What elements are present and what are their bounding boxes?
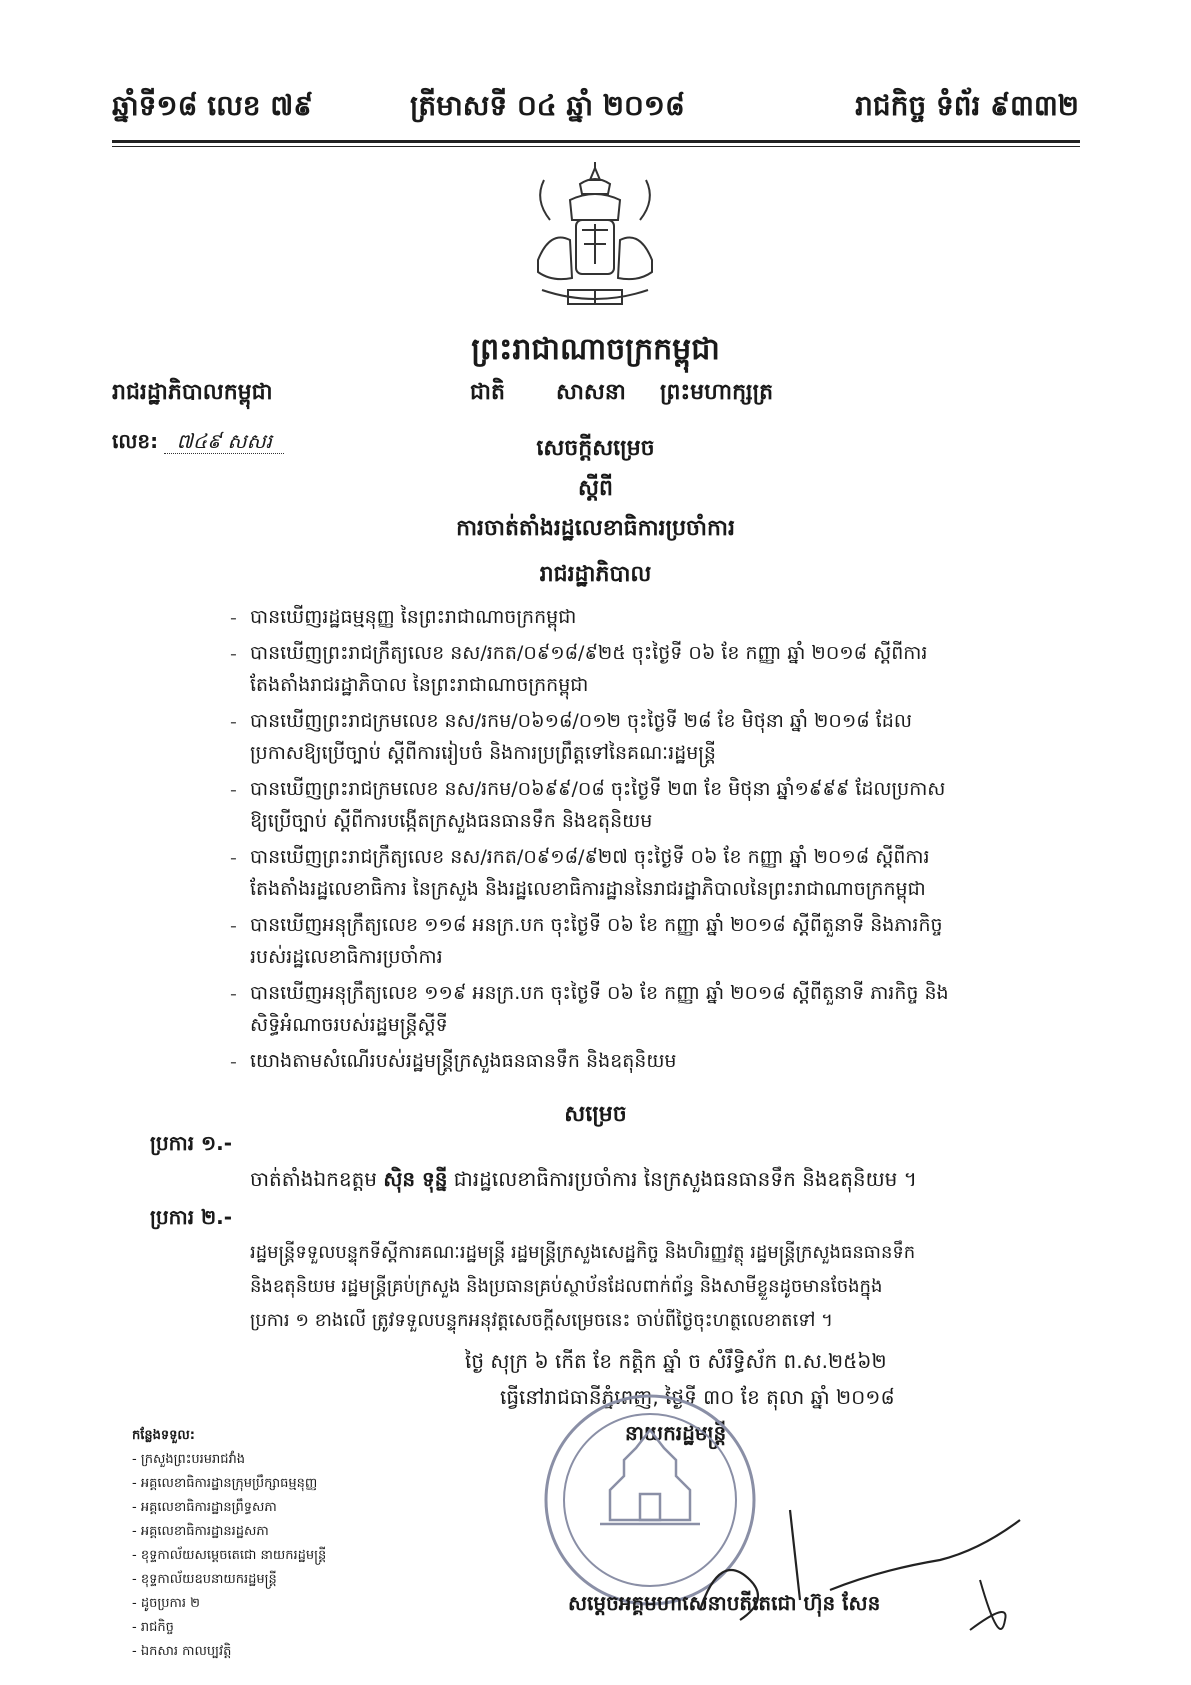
kingdom-name: ព្រះរាជាណាចក្រកម្ពុជា: [471, 332, 720, 367]
solar-date: ធ្វើនៅរាជធានីភ្នំពេញ, ថ្ងៃទី ៣០ ខែ តុលា ឆ្នាំ ២០១៨: [500, 1385, 895, 1409]
decision-about: ស្តីពី: [578, 476, 613, 501]
signatory-name: សម្តេចអគ្គមហាសេនាបតីតេជោ ហ៊ុន សែន: [568, 1591, 881, 1615]
lunar-date: ថ្ងៃ សុក្រ ៦ កើត ខែ កត្តិក ឆ្នាំ ច សំរឹទ្ធិស័ក ព.ស.២៥៦២: [465, 1349, 887, 1373]
article-2-line: និងឧតុនិយម រដ្ឋមន្ត្រីគ្រប់ក្រសួង និងប្រធានគ្រប់ស្ថាប័នដែលពាក់ព័ន្ធ និងសាមីខ្លួនដូចមានចែងក្នុង: [250, 1276, 883, 1297]
preamble-line: តែងតាំងរដ្ឋលេខាធិការ នៃក្រសួង និងរដ្ឋលេខាធិការដ្ឋាននៃរាជរដ្ឋាភិបាលនៃព្រះរាជាណាចក្រកម្ពុជា: [250, 878, 926, 900]
royal-coat-of-arms-icon: [520, 160, 670, 320]
signature-icon: [680, 1450, 1040, 1660]
recipient-item: - ខុទ្ទកាល័យសម្តេចតេជោ នាយករដ្ឋមន្ត្រី: [132, 1548, 327, 1563]
decision-number-value: ៧៤៩ សសរ: [164, 429, 284, 454]
gazette-quarter: ត្រីមាសទី ០៤ ឆ្នាំ ២០១៨: [410, 89, 685, 122]
preamble-line: បានឃើញអនុក្រឹត្យលេខ ១១៨ អនក្រ.បក ចុះថ្ងៃទី ០៦ ខែ កញ្ញា ឆ្នាំ ២០១៨ ស្តីពីតួនាទី និងភារកិច្ច: [250, 914, 943, 936]
recipient-item: - ឯកសារ កាលប្បវត្តិ: [132, 1644, 232, 1659]
preamble-line: តែងតាំងរាជរដ្ឋាភិបាល នៃព្រះរាជាណាចក្រកម្ពុជា: [250, 674, 589, 696]
preamble-line: យោងតាមសំណើរបស់រដ្ឋមន្ត្រីក្រសួងធនធានទឹក និងឧតុនិយម: [250, 1050, 677, 1072]
recipients-title: កន្លែងទទួល:: [132, 1428, 195, 1443]
preamble-line: សិទ្ធិអំណាចរបស់រដ្ឋមន្ត្រីស្តីទី: [250, 1014, 448, 1036]
recipient-item: - អគ្គលេខាធិការដ្ឋានក្រុមប្រឹក្សាធម្មនុញ្ញ: [132, 1476, 318, 1491]
recipient-item: - អគ្គលេខាធិការដ្ឋានរដ្ឋសភា: [132, 1524, 269, 1539]
gazette-issue: ឆ្នាំទី១៨ លេខ ៧៩: [112, 89, 314, 122]
article-2-line: រដ្ឋមន្ត្រីទទួលបន្ទុកទីស្តីការគណៈរដ្ឋមន្ត្រី រដ្ឋមន្ត្រីក្រសួងសេដ្ឋកិច្ច និងហិរញ្ញវត្ថុ រដ្ឋមន្ត្រីក្រសួងធនធានទឹក: [250, 1242, 916, 1263]
preamble-line: របស់រដ្ឋលេខាធិការប្រចាំការ: [250, 946, 443, 968]
appointee-name: ស៊ិន ទុន្នី: [383, 1167, 448, 1191]
preamble-line: បានឃើញព្រះរាជក្រឹត្យលេខ នស/រកត/០៩១៨/៩២៧ ចុះថ្ងៃទី ០៦ ខែ កញ្ញា ឆ្នាំ ២០១៨ ស្តីពីការ: [250, 846, 930, 868]
motto-religion: សាសនា: [556, 380, 626, 405]
preamble-line: បានឃើញព្រះរាជក្រឹត្យលេខ នស/រកត/០៩១៨/៩២៥ ចុះថ្ងៃទី ០៦ ខែ កញ្ញា ឆ្នាំ ២០១៨ ស្តីពីការ: [250, 642, 928, 664]
motto-nation: ជាតិ: [470, 380, 505, 405]
signatory-title: នាយករដ្ឋមន្ត្រី: [625, 1421, 727, 1445]
recipient-item: - ខុទ្ទកាល័យឧបនាយករដ្ឋមន្ត្រី: [132, 1572, 277, 1587]
preamble-line: បានឃើញរដ្ឋធម្មនុញ្ញ នៃព្រះរាជាណាចក្រកម្ពុជា: [250, 606, 577, 628]
decision-subject: ការចាត់តាំងរដ្ឋលេខាធិការប្រចាំការ: [456, 516, 735, 541]
preamble-line: បានឃើញអនុក្រឹត្យលេខ ១១៩ អនក្រ.បក ចុះថ្ងៃទី ០៦ ខែ កញ្ញា ឆ្នាំ ២០១៨ ស្តីពីតួនាទី ភារកិច្ច និង: [250, 982, 949, 1004]
motto-king: ព្រះមហាក្សត្រ: [660, 380, 774, 405]
article-2-line: ប្រការ ១ ខាងលើ ត្រូវទទួលបន្ទុកអនុវត្តសេចក្តីសម្រេចនេះ ចាប់ពីថ្ងៃចុះហត្ថលេខាតទៅ ។: [250, 1310, 834, 1331]
article-1-label: ប្រការ ១.-: [150, 1131, 233, 1155]
header-rule: [112, 140, 1080, 143]
recipient-item: - ក្រសួងព្រះបរមរាជវាំង: [132, 1452, 246, 1467]
decides-heading: សម្រេច: [564, 1102, 627, 1127]
preamble-line: ឱ្យប្រើច្បាប់ ស្តីពីការបង្កើតក្រសួងធនធានទឹក និងឧតុនិយម: [250, 810, 653, 832]
recipient-item: - អគ្គលេខាធិការដ្ឋានព្រឹទ្ធសភា: [132, 1500, 277, 1515]
article-1-text: ចាត់តាំងឯកឧត្តម ស៊ិន ទុន្នី ជារដ្ឋលេខាធិការប្រចាំការ នៃក្រសួងធនធានទឹក និងឧតុនិយម ។: [250, 1167, 917, 1191]
preamble-line: ប្រកាសឱ្យប្រើច្បាប់ ស្តីពីការរៀបចំ និងការប្រព្រឹត្តទៅនៃគណៈរដ្ឋមន្ត្រី: [250, 742, 716, 764]
article-2-label: ប្រការ ២.-: [150, 1205, 233, 1229]
recipient-item: - រាជកិច្ច: [132, 1620, 174, 1635]
preamble-line: បានឃើញព្រះរាជក្រមលេខ នស/រកម/០៦១៨/០១២ ចុះថ្ងៃទី ២៨ ខែ មិថុនា ឆ្នាំ ២០១៨ ដែល: [250, 710, 912, 732]
recipient-item: - ដូចប្រការ ២: [132, 1596, 200, 1611]
header-rule-thin: [112, 146, 1080, 147]
decision-number-label: លេខ:: [112, 429, 159, 453]
government-heading: រាជរដ្ឋាភិបាល: [539, 562, 652, 587]
issuer-name: រាជរដ្ឋាភិបាលកម្ពុជា: [112, 380, 273, 405]
preamble-line: បានឃើញព្រះរាជក្រមលេខ នស/រកម/០៦៩៩/០៨ ចុះថ្ងៃទី ២៣ ខែ មិថុនា ឆ្នាំ១៩៩៩ ដែលប្រកាស: [250, 778, 946, 800]
decision-type: សេចក្តីសម្រេច: [536, 436, 655, 461]
gazette-page: រាជកិច្ច ទំព័រ ៩៣៣២: [855, 89, 1079, 122]
